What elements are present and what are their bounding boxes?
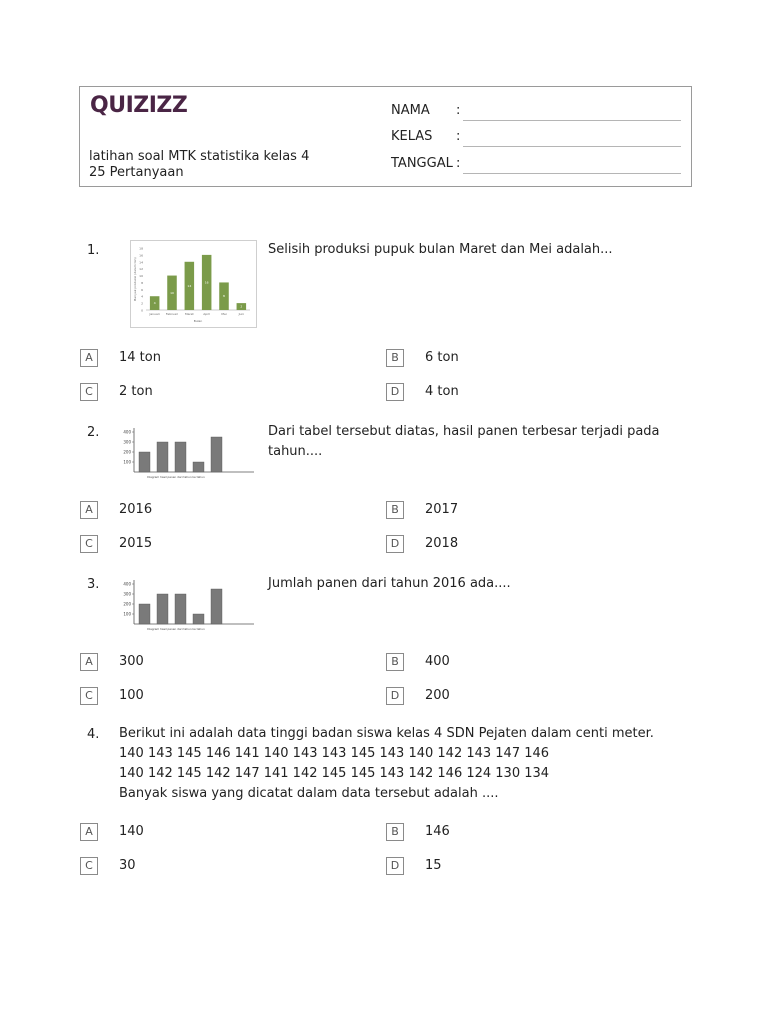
- q1-option-a-text[interactable]: 14 ton: [119, 350, 161, 365]
- x-tick-label: Mei: [221, 312, 227, 316]
- q3-option-c-box[interactable]: C: [80, 687, 98, 705]
- q2-option-a-box[interactable]: A: [80, 501, 98, 519]
- question-4-line-3: 140 142 145 142 147 141 142 145 145 143 142 146 124 130 134: [119, 766, 550, 781]
- y-tick-label: 200: [123, 449, 131, 455]
- y-tick-label: 16: [139, 253, 143, 258]
- class-field[interactable]: [391, 129, 681, 149]
- question-1-chart: [130, 240, 257, 328]
- q4-option-d-text[interactable]: 15: [425, 858, 442, 873]
- data-label: 2: [240, 304, 243, 309]
- q3-option-b-box[interactable]: B: [386, 653, 404, 671]
- bar: [157, 594, 168, 624]
- data-label: 4: [153, 301, 156, 306]
- question-4-line-4: Banyak siswa yang dicatat dalam data tersebut adalah ....: [119, 786, 499, 801]
- name-line: [463, 120, 681, 121]
- name-field[interactable]: [391, 103, 681, 123]
- q3-option-a-text[interactable]: 300: [119, 654, 144, 669]
- date-field[interactable]: [391, 156, 681, 176]
- question-count: 25 Pertanyaan: [89, 165, 184, 180]
- question-2-text: Dari tabel tersebut diatas, hasil panen terbesar terjadi pada tahun....: [268, 424, 660, 459]
- bar: [175, 594, 186, 624]
- q2-option-b-box[interactable]: B: [386, 501, 404, 519]
- class-line: [463, 146, 681, 147]
- date-line: [463, 173, 681, 174]
- data-label: 14: [187, 283, 192, 288]
- question-2-chart: [118, 424, 258, 484]
- y-tick-label: 100: [123, 459, 131, 465]
- q1-option-b-box[interactable]: B: [386, 349, 404, 367]
- worksheet-header: [79, 86, 692, 187]
- y-tick-label: 18: [139, 246, 143, 251]
- y-tick-label: 300: [123, 439, 131, 445]
- y-tick-label: 100: [123, 611, 131, 617]
- y-axis-label: Banyak produksi (dalam ton): [133, 257, 137, 301]
- q3-option-c-text[interactable]: 100: [119, 688, 144, 703]
- question-3-text: Jumlah panen dari tahun 2016 ada....: [268, 576, 511, 591]
- q4-option-a-box[interactable]: A: [80, 823, 98, 841]
- y-tick-label: 10: [139, 274, 143, 279]
- y-tick-label: 400: [123, 429, 131, 435]
- y-tick-label: 200: [123, 601, 131, 607]
- y-tick-label: 300: [123, 591, 131, 597]
- bar: [175, 442, 186, 472]
- q1-option-d-text[interactable]: 4 ton: [425, 384, 459, 399]
- chart-caption: Diagram hasil panen dari tahun ke tahun: [147, 627, 205, 631]
- bar: [211, 589, 222, 624]
- question-1-text: Selisih produksi pupuk bulan Maret dan Mei adalah...: [268, 242, 613, 257]
- bar: [193, 462, 204, 472]
- q4-option-c-box[interactable]: C: [80, 857, 98, 875]
- y-tick-label: 0: [141, 308, 143, 313]
- x-tick-label: Juni: [238, 312, 245, 316]
- y-tick-label: 2: [141, 301, 143, 306]
- question-3-number: 3.: [87, 577, 100, 592]
- data-label: 8: [223, 294, 225, 299]
- y-tick-label: 8: [141, 280, 143, 285]
- q1-option-a-box[interactable]: A: [80, 349, 98, 367]
- y-tick-label: 4: [141, 294, 143, 299]
- y-tick-label: 400: [123, 581, 131, 587]
- question-4-text: [119, 724, 719, 804]
- q3-option-d-box[interactable]: D: [386, 687, 404, 705]
- q2-option-b-text[interactable]: 2017: [425, 502, 459, 517]
- question-4-number: 4.: [87, 727, 100, 742]
- y-tick-label: 12: [139, 267, 143, 272]
- quizizz-logo: QUIZIZZ: [90, 93, 188, 118]
- class-label: KELAS: [391, 129, 433, 144]
- q4-option-c-text[interactable]: 30: [119, 858, 136, 873]
- name-label: NAMA: [391, 103, 430, 118]
- q2-option-c-text[interactable]: 2015: [119, 536, 153, 551]
- x-axis-label: Bulan: [193, 319, 203, 323]
- bar: [193, 614, 204, 624]
- data-label: 10: [170, 290, 174, 295]
- question-2-number: 2.: [87, 425, 100, 440]
- q4-option-a-text[interactable]: 140: [119, 824, 144, 839]
- q2-option-d-text[interactable]: 2018: [425, 536, 459, 551]
- y-tick-label: 6: [141, 287, 143, 292]
- q1-option-b-text[interactable]: 6 ton: [425, 350, 459, 365]
- class-colon: :: [456, 129, 461, 144]
- q3-option-d-text[interactable]: 200: [425, 688, 450, 703]
- chart-caption: Diagram hasil panen dari tahun ke tahun: [147, 475, 205, 479]
- q4-option-b-text[interactable]: 146: [425, 824, 450, 839]
- x-tick-label: Januari: [149, 312, 160, 316]
- q4-option-b-box[interactable]: B: [386, 823, 404, 841]
- question-1-number: 1.: [87, 243, 100, 258]
- name-colon: :: [456, 103, 461, 118]
- q1-option-d-box[interactable]: D: [386, 383, 404, 401]
- question-4-line-2: 140 143 145 146 141 140 143 143 145 143 140 142 143 147 146: [119, 746, 550, 761]
- q1-option-c-text[interactable]: 2 ton: [119, 384, 153, 399]
- x-tick-label: Februari: [165, 312, 179, 316]
- q2-option-a-text[interactable]: 2016: [119, 502, 153, 517]
- q1-option-c-box[interactable]: C: [80, 383, 98, 401]
- date-label: TANGGAL: [391, 156, 453, 171]
- bar: [139, 604, 150, 624]
- x-tick-label: April: [203, 312, 211, 316]
- bar: [211, 437, 222, 472]
- data-label: 16: [204, 280, 209, 285]
- y-tick-label: 14: [139, 260, 143, 265]
- bar: [139, 452, 150, 472]
- question-3-chart: [118, 576, 258, 636]
- q4-option-d-box[interactable]: D: [386, 857, 404, 875]
- x-tick-label: Maret: [185, 312, 194, 316]
- quiz-title: latihan soal MTK statistika kelas 4: [89, 149, 310, 164]
- q3-option-a-box[interactable]: A: [80, 653, 98, 671]
- q2-option-d-box[interactable]: D: [386, 535, 404, 553]
- question-4-line-1: Berikut ini adalah data tinggi badan siswa kelas 4 SDN Pejaten dalam centi meter.: [119, 726, 654, 741]
- date-colon: :: [456, 156, 461, 171]
- q3-option-b-text[interactable]: 400: [425, 654, 450, 669]
- bar: [157, 442, 168, 472]
- q2-option-c-box[interactable]: C: [80, 535, 98, 553]
